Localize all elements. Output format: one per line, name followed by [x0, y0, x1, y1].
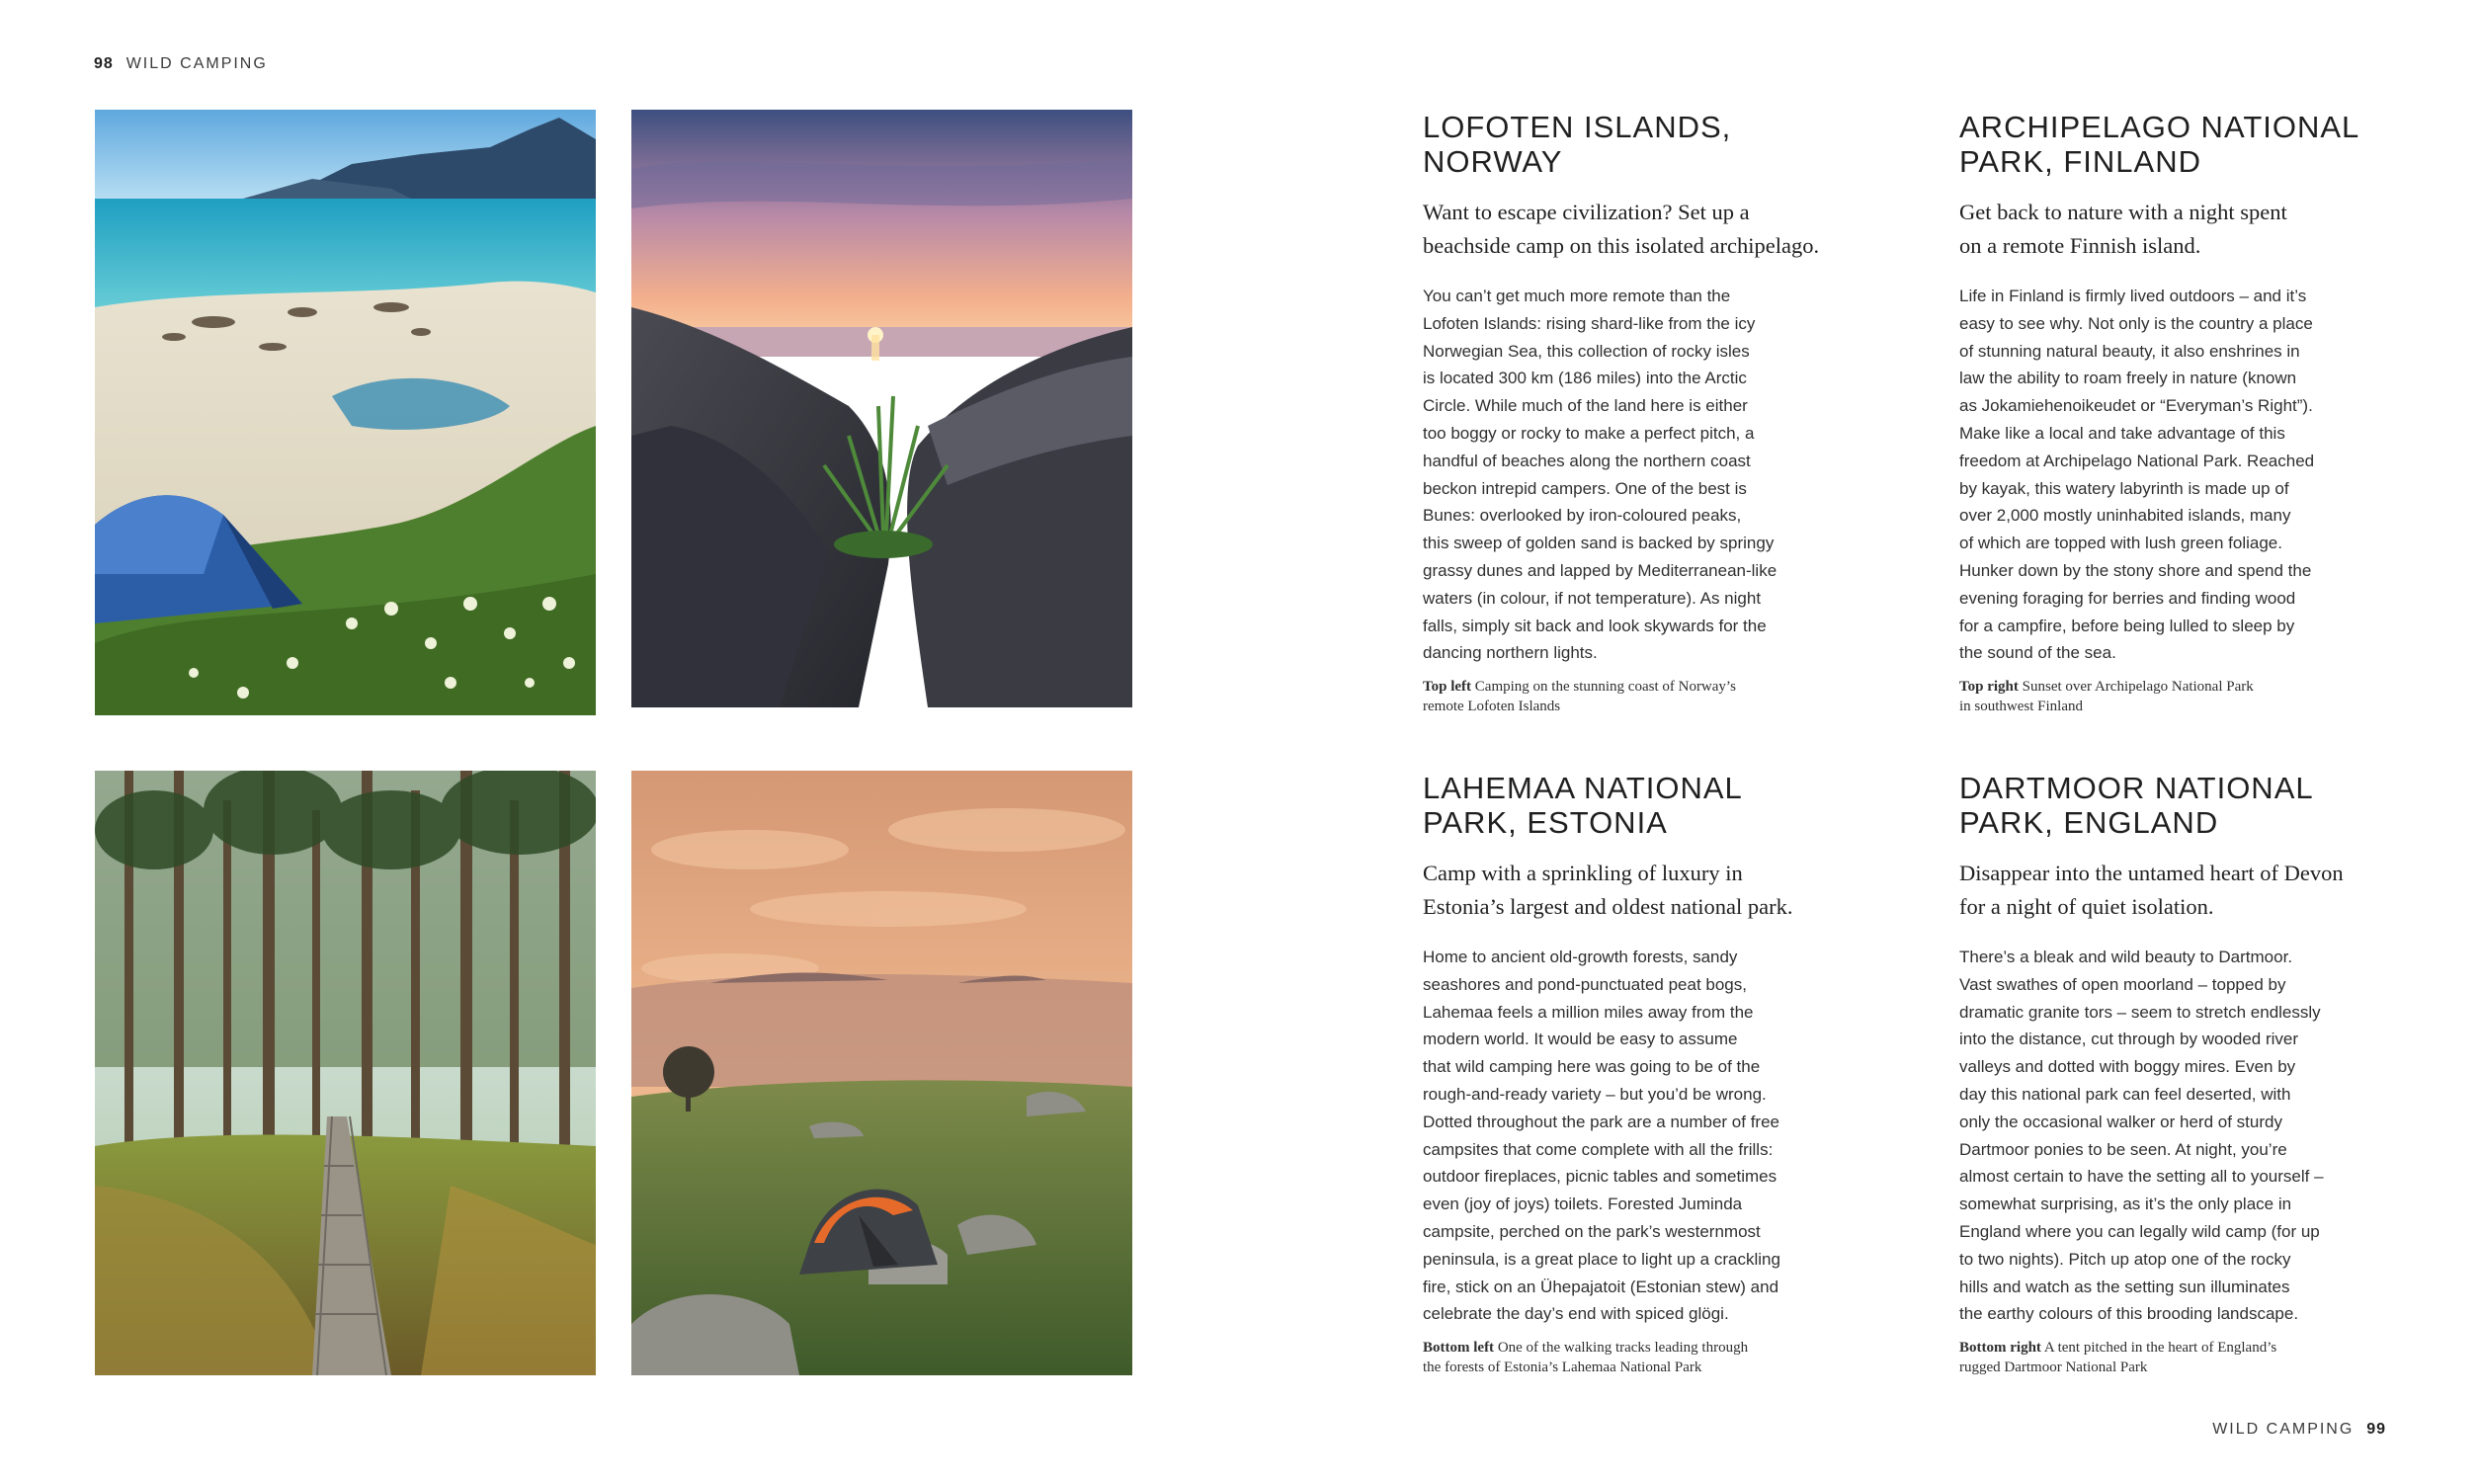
photo-dartmoor-tent — [631, 771, 1132, 1375]
entry-intro: Disappear into the untamed heart of Devon for a night of quiet isolation. — [1959, 861, 2344, 919]
running-head-left: WILD CAMPING — [125, 55, 268, 72]
folio-right — [2212, 1421, 2386, 1439]
caption-label: Bottom left — [1423, 1340, 1495, 1357]
entry-intro: Camp with a sprinkling of luxury in Estonia’s largest and oldest national park. — [1423, 861, 1793, 919]
photo-caption: Bottom right A tent pitched in the heart of England’s rugged Dartmoor National Park — [1959, 1340, 2277, 1376]
entry-title: LAHEMAA NATIONAL PARK, ESTONIA — [1423, 771, 1743, 840]
page-number-right: 99 — [2366, 1421, 2386, 1438]
entry-lofoten — [1423, 110, 1848, 716]
photo-lahemaa-forest-boardwalk — [95, 771, 596, 1375]
photo-caption: Top right Sunset over Archipelago National Park in southwest Finland — [1959, 679, 2254, 715]
entry-body: There’s a bleak and wild beauty to Dartmoor. Vast swathes of open moorland – topped by dramatic granite tors – seem to stretch endlessly into the distance, cut through by wooded river valleys and dotted with boggy mires. Even by day this national park can feel deserted, with only the occasional walker or herd of sturdy Dartmoor ponies to be seen. At night, you’re almost certain to have the setting all to yourself – somewhat surprising, as it’s the only place in England where you can legally wild camp (for up to two nights). Pitch up atop one of the rocky hills and watch as the setting sun illuminates the earthy colours of this brooding landscape. — [1959, 948, 2324, 1324]
photo-lofoten-beach-tent — [95, 110, 596, 715]
photo-caption: Top left Camping on the stunning coast of Norway’s remote Lofoten Islands — [1423, 679, 1736, 715]
page-number-left: 98 — [94, 55, 114, 72]
entry-dartmoor — [1959, 771, 2384, 1377]
folio-left — [94, 55, 268, 73]
running-head-right: WILD CAMPING — [2212, 1421, 2355, 1438]
photo-archipelago-sunset — [631, 110, 1132, 707]
caption-label: Top right — [1959, 679, 2019, 696]
entry-body: Life in Finland is firmly lived outdoors – and it’s easy to see why. Not only is the country a place of stunning natural beauty, it also enshrines in law the ability to roam freely in nature (known as Jokamiehenoikeudet or “Everyman’s Right”). Make like a local and take advantage of this freedom at Archipelago National Park. Reached by kayak, this watery labyrinth is made up of over 2,000 mostly uninhabited islands, many of which are topped with lush green foliage. Hunker down by the stony shore and spend the evening foraging for berries and finding wood for a campfire, before being lulled to sleep by the sound of the sea. — [1959, 287, 2315, 663]
entry-intro: Want to escape civilization? Set up a beachside camp on this isolated archipelago. — [1423, 200, 1820, 258]
entry-intro: Get back to nature with a night spent on a remote Finnish island. — [1959, 200, 2287, 258]
entry-body: You can’t get much more remote than the Lofoten Islands: rising shard-like from the icy Norwegian Sea, this collection of rocky isles is located 300 km (186 miles) into the Arctic Circle. While much of the land here is either too boggy or rocky to make a perfect pitch, a handful of beaches along the northern coast beckon intrepid campers. One of the best is Bunes: overlooked by iron-coloured peaks, this sweep of golden sand is backed by springy grassy dunes and lapped by Mediterranean-like waters (in colour, if not temperature). As night falls, simply sit back and look skywards for the dancing northern lights. — [1423, 287, 1777, 663]
entry-title: LOFOTEN ISLANDS, NORWAY — [1423, 110, 1732, 179]
entry-title: ARCHIPELAGO NATIONAL PARK, FINLAND — [1959, 110, 2360, 179]
entry-body: Home to ancient old-growth forests, sandy seashores and pond-punctuated peat bogs, Lahemaa feels a million miles away from the modern world. It would be easy to assume that wild camping here was going to be of the rough-and-ready variety – but you’d be wrong. Dotted throughout the park are a number of free campsites that come complete with all the frills: outdoor fireplaces, picnic tables and sometimes even (joy of joys) toilets. Forested Juminda campsite, perched on the park’s westernmost peninsula, is a great place to light up a crackling fire, stick on an Ühepajatoit (Estonian stew) and celebrate the day’s end with spiced glögi. — [1423, 948, 1780, 1324]
entry-archipelago — [1959, 110, 2384, 716]
photo-caption: Bottom left One of the walking tracks leading through the forests of Estonia’s Lahemaa National Park — [1423, 1340, 1749, 1376]
caption-label: Bottom right — [1959, 1340, 2041, 1357]
caption-label: Top left — [1423, 679, 1472, 696]
entry-title: DARTMOOR NATIONAL PARK, ENGLAND — [1959, 771, 2314, 840]
entry-lahemaa — [1423, 771, 1848, 1377]
